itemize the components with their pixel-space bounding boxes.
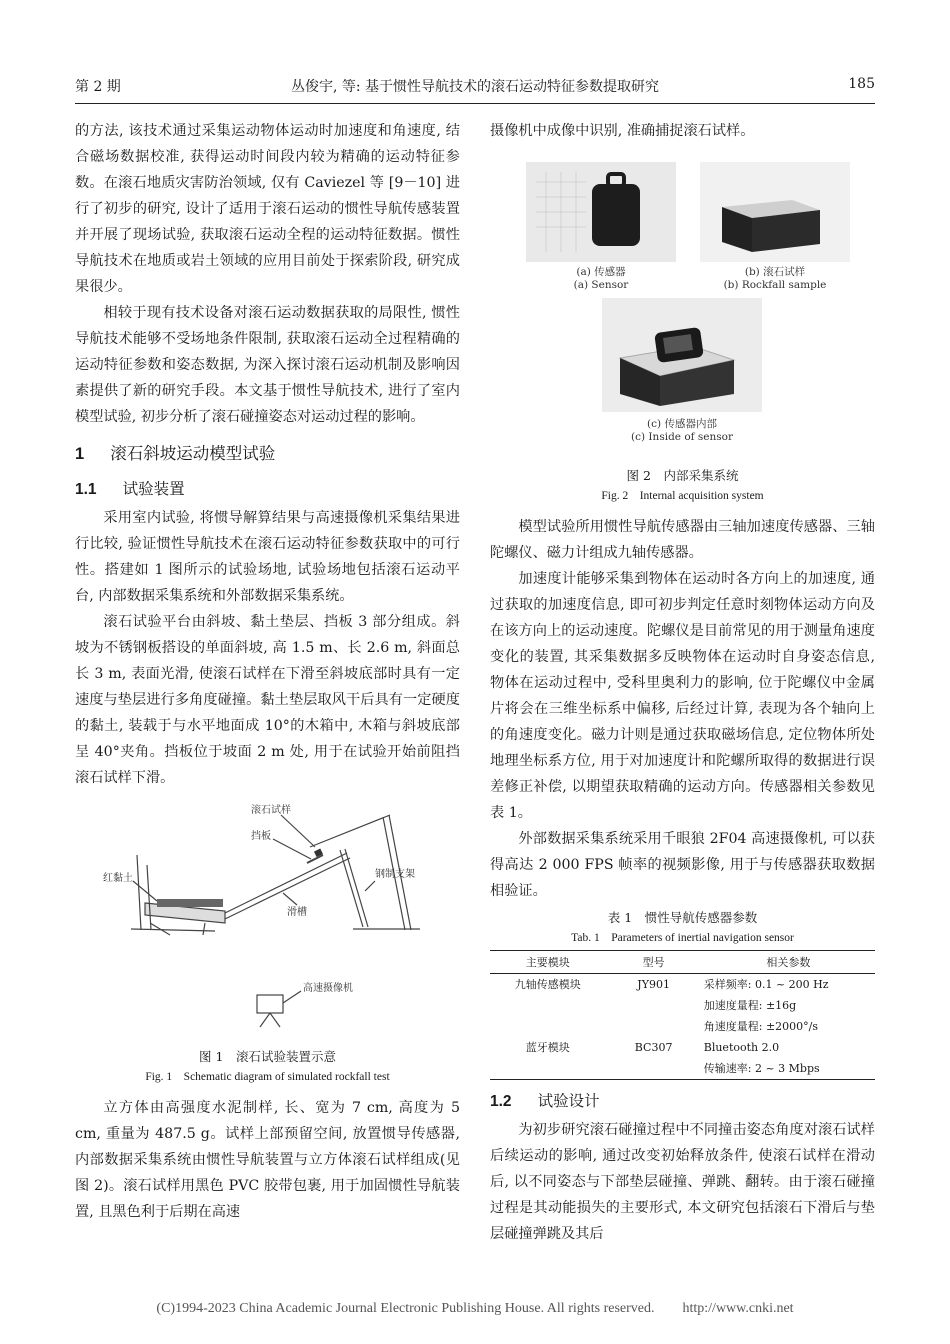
subsection-number: 1.1	[75, 481, 97, 498]
right-column	[490, 118, 875, 1247]
paragraph: 相较于现有技术设备对滚石运动数据获取的局限性, 惯性导航技术能够不受场地条件限制, 获取滚石运动全过程精确的运动特征参数和姿态数据, 为深入探讨滚石运动机制及影响因素提供了新的研究手段。本文基于惯性导航技术, 进行了室内模型试验, 初步分析了滚石碰撞姿态对运动过程的影响。	[75, 305, 460, 425]
subsection-number: 1.2	[490, 1093, 512, 1110]
fig1-caption-en: Fig. 1 Schematic diagram of simulated rockfall test	[145, 1071, 390, 1083]
paragraph: 立方体由高强度水泥制样, 长、宽为 7 cm, 高度为 5 cm, 重量为 487.5 g。试样上部预留空间, 放置惯导传感器, 内部数据采集系统由惯性导航装置与立方体滚石试样组成(见图 2)。滚石试样用黑色 PVC 胶带包裹, 用于加固惯性导航装置, 且黑色利于后期在高速	[75, 1100, 460, 1220]
steel-support-leg	[340, 850, 363, 927]
label-sample: 滚石试样	[251, 805, 291, 816]
params-table	[490, 950, 875, 1080]
label-clay: 红黏土	[103, 873, 133, 884]
rockfall-apparatus-diagram	[75, 795, 460, 1045]
fig2a-label-cn: (a) 传感器	[576, 266, 626, 278]
paragraph: 的方法, 该技术通过采集运动物体运动时加速度和角速度, 结合磁场数据校准, 获得运动时间段内较为精确的运动特征参数。在滚石地质灾害防治领域, 仅有 Caviezel 等 [9－10] 进行了初步的研究, 设计了适用于滚石运动的惯性导航传感装置并开展了现场试验, 获取滚石运动全程的运动特征数据。惯性导航技术在地质或岩土领域的应用目前处于探索阶段, 研究成果很少。	[75, 123, 460, 295]
leader-line	[283, 893, 297, 905]
fig2c-label-en: (c) Inside of sensor	[631, 431, 733, 443]
table-header-cell: 主要模块	[490, 951, 606, 974]
table-cell: 蓝牙模块	[525, 1041, 570, 1054]
table-cell	[490, 995, 606, 1016]
label-camera: 高速摄像机	[303, 983, 353, 994]
fig2b-label-en: (b) Rockfall sample	[723, 279, 827, 291]
red-clay-layer	[157, 899, 223, 907]
running-title: 丛俊宇, 等: 基于惯性导航技术的滚石运动特征参数提取研究	[290, 79, 660, 95]
photo-rockfall-sample	[700, 162, 850, 262]
leader-line	[365, 881, 375, 891]
tripod-leg	[270, 1013, 280, 1027]
table-cell: Bluetooth 2.0	[703, 1041, 780, 1054]
paragraph: 为初步研究滚石碰撞过程中不同撞击姿态角度对滚石试样后续运动的影响, 通过改变初始释放条件, 使滚石试样在滑动后, 以不同姿态与下部垫层碰撞、弹跳、翻转。由于滚石碰撞过程是其动能损失的主要形式, 本文研究包括滚石下滑后与垫层碰撞弹跳及其后	[490, 1122, 875, 1242]
label-slide: 滑槽	[287, 907, 307, 918]
fig2b-label-cn: (b) 滚石试样	[744, 266, 806, 278]
paragraph: 外部数据采集系统采用千眼狼 2F04 高速摄像机, 可以获得高达 2 000 FPS 帧率的视频影像, 用于与传感器获取数据相验证。	[490, 831, 875, 899]
issue-number: 第 2 期	[75, 79, 121, 95]
table-header-cell: 型号	[606, 951, 702, 974]
fig1-caption-cn: 图 1 滚石试验装置示意	[199, 1049, 336, 1064]
page-number: 185	[848, 76, 875, 92]
post	[147, 865, 151, 930]
table-cell: 九轴传感模块	[514, 978, 581, 991]
table-header-cell: 相关参数	[702, 951, 875, 974]
copyright-footer: (C)1994-2023 China Academic Journal Electronic Publishing House. All rights reserved. http://www.cnki.net	[156, 1301, 794, 1316]
leader-line	[283, 991, 301, 1003]
slide-chute	[225, 853, 347, 913]
table-row	[490, 1016, 875, 1037]
table-cell: 角速度量程: ±2000°/s	[703, 1020, 819, 1033]
label-support: 钢制支架	[375, 869, 415, 880]
table-cell	[490, 1058, 606, 1080]
table-cell: JY901	[637, 978, 670, 991]
leader-line	[133, 881, 157, 901]
photo-sensor	[526, 162, 676, 262]
table-1	[490, 908, 875, 1080]
left-column	[75, 118, 460, 1225]
table-row	[490, 1058, 875, 1080]
paragraph: 加速度计能够采集到物体在运动时各方向上的加速度, 通过获取的加速度信息, 即可初步判定任意时刻物体运动方向及在该方向上的运动速度。陀螺仪是目前常见的用于测量角速度变化的装置, 其采集数据多反映物体在运动时自身姿态信息, 物体在运动过程中, 受科里奥利力的影响, 位于陀螺仪中金属片将会在三维坐标系中偏移, 后经过计算, 表现为各个轴向上的角速度变化。磁力计则是通过获取磁场信息, 定位物体所处地理坐标系方位, 用于对加速度计和陀螺所取得的数据进行误差修正补偿, 以期望获取精确的运动方向。传感器相关参数见表 1。	[490, 571, 875, 821]
figure-2	[490, 148, 875, 510]
sensor-device	[592, 184, 640, 246]
section-title: 滚石斜坡运动模型试验	[110, 444, 276, 463]
table-cell	[606, 1016, 702, 1037]
paragraph: 模型试验所用惯性导航传感器由三轴加速度传感器、三轴陀螺仪、磁力计组成九轴传感器。	[490, 519, 875, 561]
fig2c-label-cn: (c) 传感器内部	[647, 418, 717, 430]
label-baffle: 挡板	[251, 831, 271, 842]
leader-line	[273, 839, 311, 859]
figure-1	[75, 795, 460, 1091]
table-cell	[490, 1016, 606, 1037]
table-cell: 传输速率: 2 ~ 3 Mbps	[702, 1058, 875, 1080]
table-cell: 加速度量程: ±16g	[703, 999, 797, 1012]
top-rail	[310, 815, 390, 847]
table-header-row	[490, 951, 875, 974]
header-rule	[75, 103, 875, 104]
ground-base	[131, 929, 215, 931]
paragraph: 滚石试验平台由斜坡、黏土垫层、挡板 3 部分组成。斜坡为不锈钢板搭设的单面斜坡, 高 1.5 m、长 2.6 m, 斜面总长 3 m, 表面光滑, 使滚石试样在下滑至斜坡底部时具有一定速度与垫层进行多角度碰撞。黏土垫层取风干后具有一定硬度的黏土, 装载于与水平地面成 10°的木箱中, 木箱与斜坡底部呈 40°夹角。挡板位于坡面 2 m 处, 用于在试验开始前阻挡滚石试样下滑。	[75, 614, 460, 786]
fig2-caption-en: Fig. 2 Internal acquisition system	[601, 490, 764, 502]
post	[137, 855, 141, 930]
baffle	[307, 855, 323, 863]
subsection-title: 试验装置	[122, 480, 185, 498]
table-row	[490, 995, 875, 1016]
section-heading	[75, 440, 460, 468]
section-number: 1	[75, 445, 85, 463]
table-row	[490, 1037, 875, 1058]
subsection-title: 试验设计	[537, 1092, 600, 1110]
paragraph: 摄像机中成像中识别, 准确捕捉滚石试样。	[490, 123, 755, 139]
photo-inside-sensor	[602, 298, 762, 412]
table-row	[490, 974, 875, 996]
paragraph: 采用室内试验, 将惯导解算结果与高速摄像机采集结果进行比较, 验证惯性导航技术在滚石运动特征参数获取中的可行性。搭建如 1 图所示的试验场地, 试验场地包括滚石运动平台, 内部数据采集系统和外部数据采集系统。	[75, 510, 460, 604]
subsection-heading	[490, 1088, 875, 1115]
table-cell	[606, 1058, 702, 1080]
fig2-caption-cn: 图 2 内部采集系统	[626, 468, 739, 483]
tripod-leg	[260, 1013, 270, 1027]
base-leg	[203, 923, 205, 935]
leader-line	[281, 815, 315, 847]
subsection-heading	[75, 476, 460, 503]
table-caption-en: Tab. 1 Parameters of inertial navigation sensor	[571, 932, 794, 944]
camera-body	[257, 995, 283, 1013]
table-cell	[606, 995, 702, 1016]
steel-support-leg-2	[345, 849, 368, 927]
table-cell: BC307	[634, 1041, 673, 1054]
fig2a-label-en: (a) Sensor	[573, 279, 629, 291]
table-cell: 采样频率: 0.1 ~ 200 Hz	[703, 978, 829, 991]
running-header	[75, 76, 875, 98]
table-caption-cn: 表 1 惯性导航传感器参数	[607, 910, 758, 925]
